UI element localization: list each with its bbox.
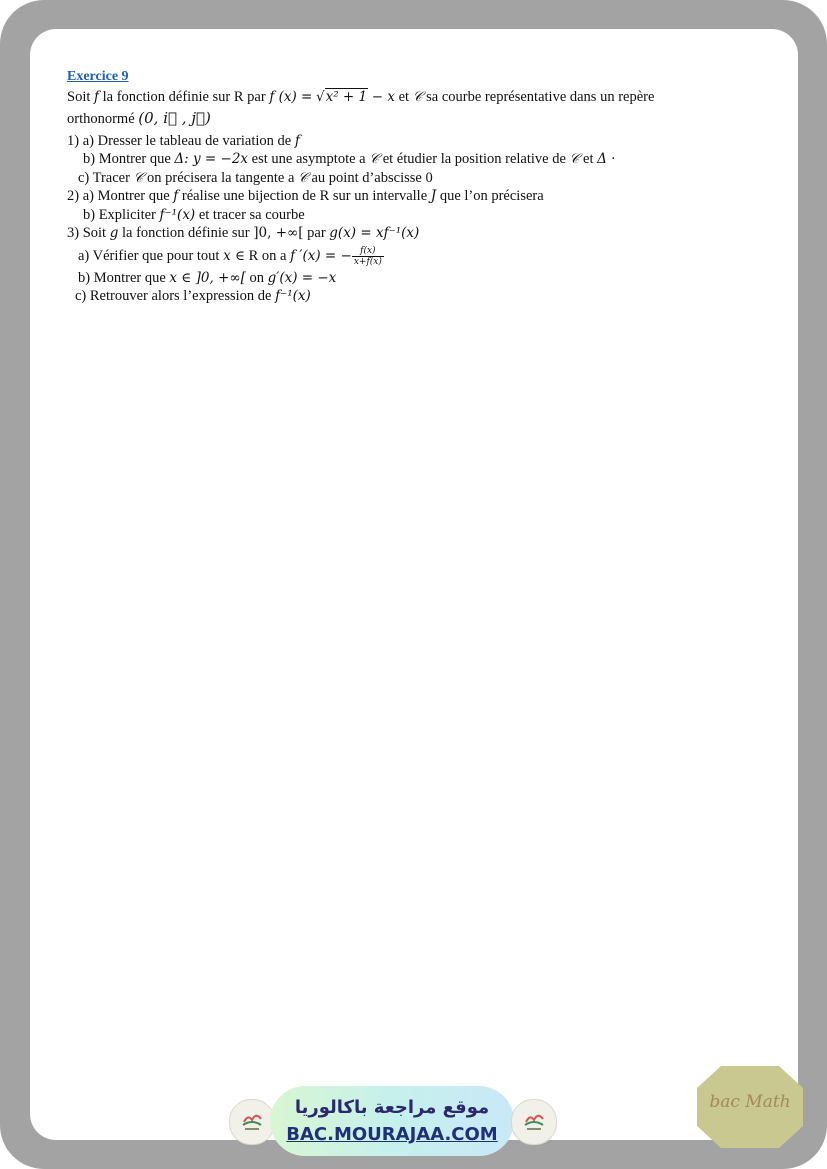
question-3b: [67, 269, 757, 288]
question-text: et étudier la position relative de: [382, 151, 566, 167]
math-asymptote: Δ: y = −2x: [174, 151, 249, 167]
intro-text: Soit: [67, 88, 91, 105]
math-condition: x ∈ ]0, +∞[: [169, 269, 246, 286]
site-badge-left-icon: [229, 1099, 275, 1145]
math-interval: ]0, +∞[: [253, 225, 304, 241]
exercise-title: Exercice 9: [67, 69, 129, 84]
intro-text: orthonormé: [67, 111, 135, 127]
math-curve-c: 𝒞: [298, 169, 308, 186]
question-text: la fonction définie sur: [121, 225, 250, 241]
question-text: on: [249, 269, 264, 286]
math-g-definition: g(x) = xf⁻¹(x): [329, 225, 420, 241]
math-f-inverse: f⁻¹(x): [275, 288, 311, 304]
question-3c: [67, 287, 757, 306]
math-f: f: [94, 88, 99, 105]
question-text: au point d’abscisse 0: [311, 169, 433, 186]
math-sqrt: x² + 1: [325, 88, 368, 105]
question-2b: [67, 206, 757, 225]
question-text: b) Expliciter: [83, 206, 156, 223]
question-1b: [67, 150, 757, 169]
math-g: g: [109, 225, 119, 241]
question-text: est une asymptote a: [251, 151, 366, 167]
math-fx: f (x) =: [269, 88, 313, 105]
question-3: [67, 224, 757, 243]
question-text: a) Vérifier que pour tout: [78, 247, 220, 264]
question-text: réalise une bijection de R sur un intervalle: [181, 188, 428, 204]
intro-text: la fonction définie sur R par: [102, 88, 266, 105]
math-f: f: [173, 188, 179, 204]
question-text: b) Montrer que: [78, 269, 166, 286]
math-x-in: x ∈: [223, 247, 245, 264]
question-text: et tracer sa courbe: [198, 206, 305, 223]
site-badge-right-icon: [511, 1099, 557, 1145]
exercise-content: [67, 67, 757, 306]
question-text: c) Tracer: [78, 169, 130, 186]
question-1a: [67, 132, 757, 151]
intro-text: sa courbe représentative dans un repère: [426, 88, 655, 105]
math-f-inverse: f⁻¹(x): [159, 206, 196, 223]
footer-site-link[interactable]: BAC.MOURAJAA.COM: [286, 1124, 498, 1145]
math-frame: (0, i⃗ , j⃗): [138, 109, 211, 127]
bac-math-logo-text: bac Math: [709, 1092, 791, 1112]
question-text: 2) a) Montrer que: [67, 188, 170, 204]
math-fraction: [352, 246, 384, 267]
math-curve-c: 𝒞: [369, 151, 380, 167]
math-derivative: f ′(x) = −: [290, 247, 352, 264]
question-2a: [67, 187, 757, 206]
intro-line-2: [67, 109, 757, 129]
question-text: b) Montrer que: [83, 151, 171, 167]
footer-arabic-title[interactable]: موقع مراجعة باكالوريا: [294, 1097, 490, 1118]
math-j: J: [430, 188, 437, 204]
math-curve-c: 𝒞: [133, 169, 144, 186]
question-1c: [67, 169, 757, 188]
intro-line-1: Soit f la fonction définie sur R par f (x) = √x² + 1 − x et 𝒞 sa courbe représentative dans un repère: [67, 88, 655, 105]
math-curve-c: 𝒞: [412, 88, 423, 105]
fraction-numerator: f(x): [352, 246, 384, 257]
question-3a: [67, 246, 757, 267]
question-text: c) Retrouver alors l’expression de: [75, 288, 272, 304]
math-minus-x: − x: [371, 88, 395, 105]
fraction-denominator: x+f(x): [353, 256, 382, 267]
question-text: 3) Soit: [67, 225, 107, 241]
question-text: que l’on précisera: [439, 188, 544, 204]
math-curve-c: 𝒞: [569, 151, 580, 167]
intro-text: et: [398, 88, 410, 105]
question-text: on précisera la tangente a: [147, 169, 295, 186]
math-delta: Δ ·: [597, 151, 616, 167]
question-text: 1) a) Dresser le tableau de variation de: [67, 132, 292, 149]
question-text: R on a: [248, 247, 287, 264]
math-f: f: [294, 132, 300, 149]
question-text: par: [307, 225, 326, 241]
question-text: et: [583, 151, 594, 167]
math-g-derivative: g′(x) = −x: [267, 269, 337, 286]
